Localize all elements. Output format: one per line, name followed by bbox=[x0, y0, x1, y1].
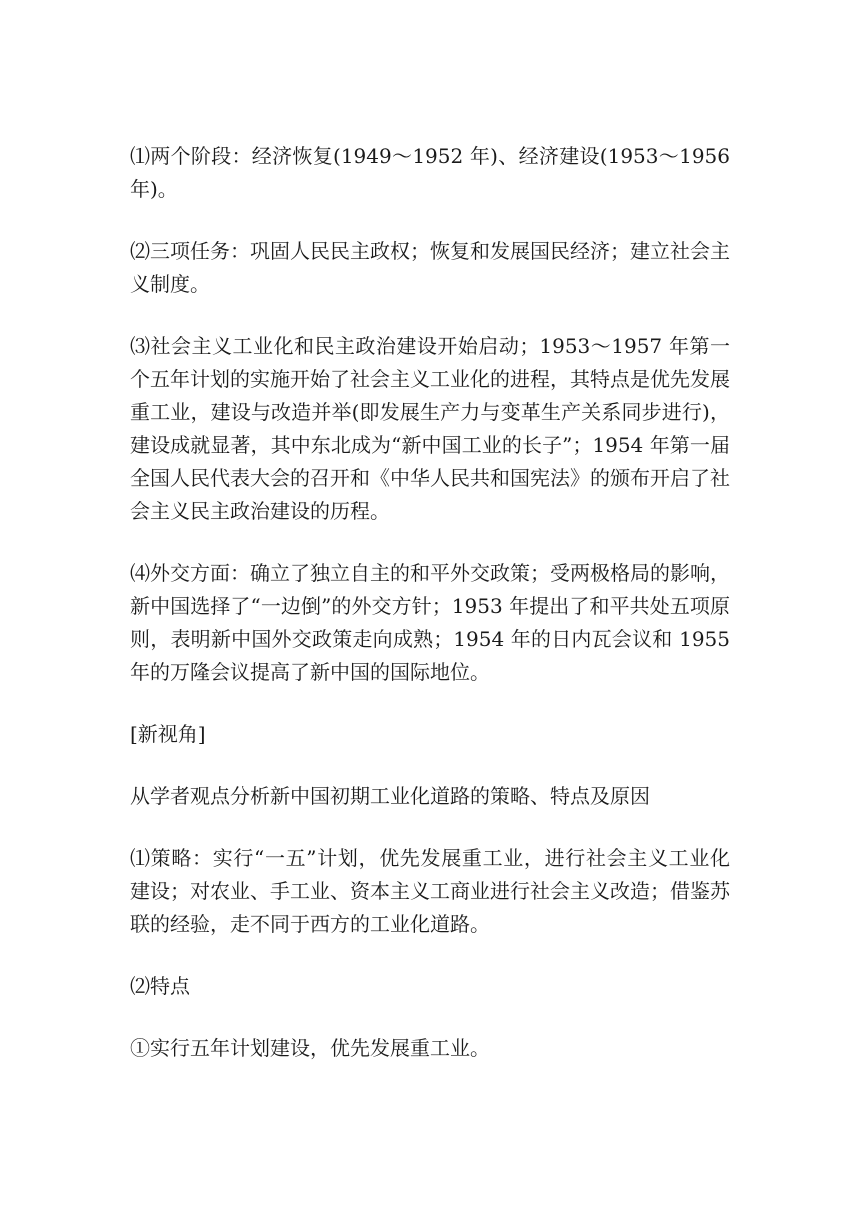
section-heading-new-perspective: [新视角] bbox=[130, 722, 206, 746]
document-page bbox=[130, 140, 730, 1094]
paragraph-diplomacy: ⑷外交方面：确立了独立自主的和平外交政策；受两极格局的影响，新中国选择了“一边倒”的外交方针；1953 年提出了和平共处五项原则，表明新中国外交政策走向成熟；1954 年的日内瓦会议和 1955 年的万隆会议提高了新中国的国际地位。 bbox=[130, 561, 730, 684]
paragraph-strategy: ⑴策略：实行“一五”计划，优先发展重工业，进行社会主义工业化建设；对农业、手工业、资本主义工商业进行社会主义改造；借鉴苏联的经验，走不同于西方的工业化道路。 bbox=[130, 846, 730, 936]
paragraph-feature-one: ①实行五年计划建设，优先发展重工业。 bbox=[130, 1036, 490, 1060]
paragraph-features-heading: ⑵特点 bbox=[130, 974, 190, 998]
section-subtitle: 从学者观点分析新中国初期工业化道路的策略、特点及原因 bbox=[130, 784, 650, 808]
paragraph-industrialization: ⑶社会主义工业化和民主政治建设开始启动；1953～1957 年第一个五年计划的实施开始了社会主义工业化的进程，其特点是优先发展重工业，建设与改造并举(即发展生产力与变革生产关系同步进行)，建设成就显著，其中东北成为“新中国工业的长子”；1954 年第一届全国人民代表大会的召开和《中华人民共和国宪法》的颁布开启了社会主义民主政治建设的历程。 bbox=[130, 334, 730, 523]
paragraph-three-tasks: ⑵三项任务：巩固人民民主政权；恢复和发展国民经济；建立社会主义制度。 bbox=[130, 239, 730, 296]
paragraph-two-stages: ⑴两个阶段：经济恢复(1949～1952 年)、经济建设(1953～1956 年)。 bbox=[130, 144, 730, 201]
